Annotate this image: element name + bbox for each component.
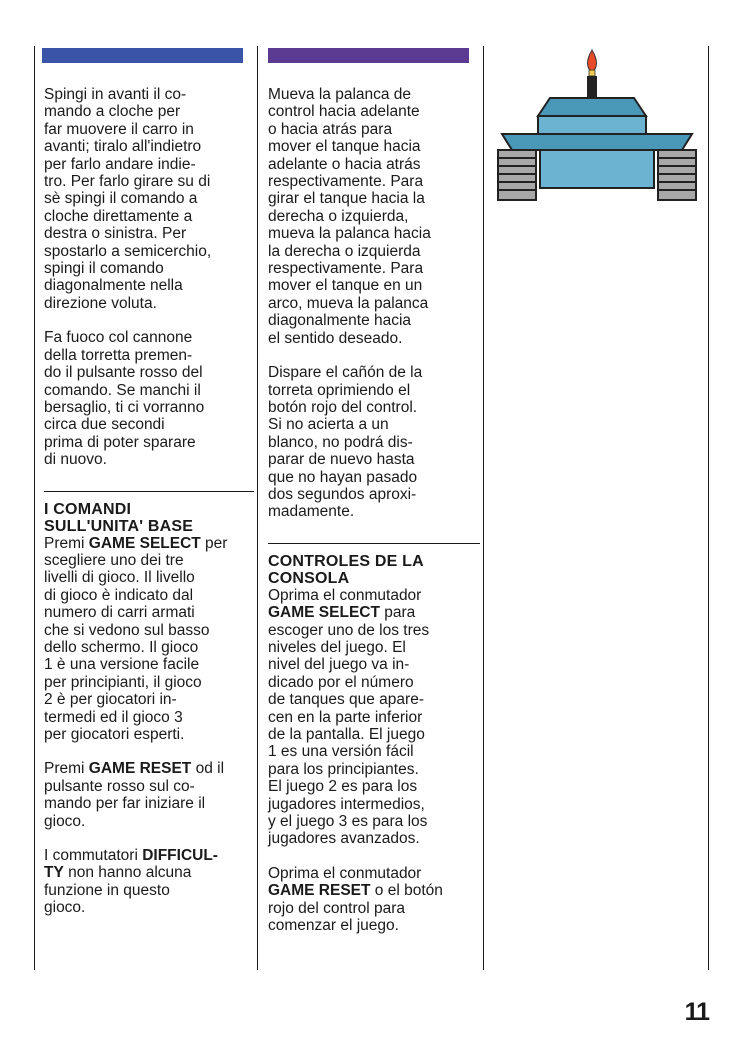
game-reset-label: GAME RESET	[268, 882, 371, 900]
spanish-section-rule	[268, 543, 480, 544]
italian-section-heading: I COMANDI SULL'UNITA' BASE	[44, 500, 194, 535]
difficulty-label: DIFFICUL- TY	[44, 847, 218, 882]
spanish-column-bar	[268, 48, 469, 63]
spanish-column	[268, 86, 480, 934]
italian-fire-paragraph: Fa fuoco col cannone della torretta premen- do il pulsante rosso del comando. Se manchi il bersaglio, ti ci vorranno circa due secondi prima di poter sparare di nuovo.	[44, 329, 205, 469]
spanish-section-heading: CONTROLES DE LA CONSOLA	[268, 552, 424, 587]
italian-joystick-paragraph: Spingi in avanti il co- mando a cloche per far muovere il carro in avanti; tiralo all'indietro per farlo andare indie- tro. Per farlo girare su di sè spingi il comando a cloche direttamente a destra o sinistra. Per spostarlo a semicerchio, spingi il comando diagonalmente nella direzione voluta.	[44, 86, 212, 312]
column-divider-center-2	[483, 46, 484, 970]
game-reset-label: GAME RESET	[88, 760, 192, 778]
column-divider-center	[257, 46, 258, 970]
italian-game-reset-paragraph: Premi GAME RESET od il pulsante rosso sul co- mando per far iniziare il gioco.	[44, 760, 225, 830]
italian-column-bar	[42, 48, 243, 63]
italian-section-rule	[44, 491, 254, 492]
column-divider-right	[708, 46, 709, 970]
spanish-game-reset-paragraph: Oprima el conmutador GAME RESET o el botón rojo del control para comenzar el juego.	[268, 864, 443, 935]
game-select-label: GAME SELECT	[88, 534, 201, 552]
spanish-fire-paragraph: Dispare el cañón de la torreta oprimiendo el botón rojo del control. Si no acierta a un blanco, no podrá dis- parar de nuevo hasta que no hayan pasado dos segundos aproxi- madamente.	[268, 364, 423, 521]
page-number: 11	[684, 998, 709, 1026]
game-select-label: GAME SELECT	[268, 604, 380, 622]
spanish-joystick-paragraph: Mueva la palanca de control hacia adelante o hacia atrás para mover el tanque hacia adelante o hacia atrás respectivamente. Para girar el tanque hacia la derecha o izquierda, mueva la palanca hacia la derecha o izquierda respectivamente. Para mover el tanque en un arco, mueva la palanca diagonalmente hacia el sentido deseado.	[268, 86, 431, 347]
italian-column	[44, 86, 254, 917]
italian-game-select-paragraph: Premi GAME SELECT per scegliere uno dei tre livelli di gioco. Il livello di gioco è indicato dal numero di carri armati che si vedono sul basso dello schermo. Il gioco 1 è una versione facile per principianti, il gioco 2 è per giocatori in- termedi ed il gioco 3 per giocatori esperti.	[44, 534, 228, 743]
spanish-game-select-paragraph: Oprima el conmutador GAME SELECT para escoger uno de los tres niveles del juego. El nivel del juego va in- dicado por el número de tanques que apare- cen en la parte inferior de la pantalla. El juego 1 es una versión fácil para los principiantes. El juego 2 es para los jugadores intermedios, y el juego 3 es para los jugadores avanzados.	[268, 586, 430, 848]
tank-icon	[492, 46, 702, 208]
italian-difficulty-paragraph: I commutatori DIFFICUL- TY non hanno alcuna funzione in questo gioco.	[44, 847, 218, 917]
column-divider-left	[34, 46, 35, 970]
